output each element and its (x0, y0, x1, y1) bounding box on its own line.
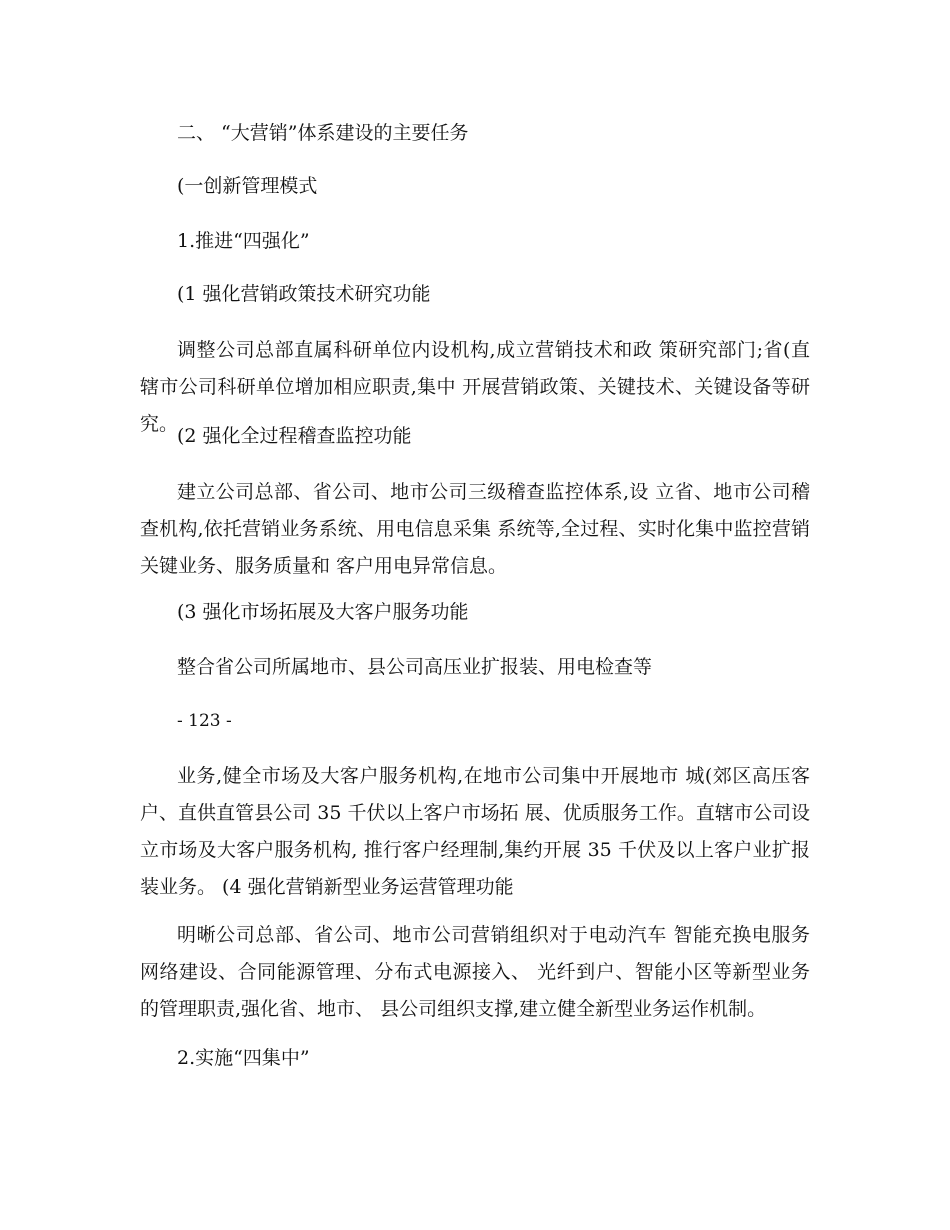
point-heading-1: (1 强化营销政策技术研究功能 (177, 283, 431, 305)
point-body-4: 明晰公司总部、省公司、地市公司营销组织对于电动汽车 智能充换电服务网络建设、合同能源管理、分布式电源接入、 光纤到户、智能小区等新型业务的管理职责,强化省、地市、 县公司组织支撑,建立健全新型业务运作机制。 (140, 924, 810, 1020)
point-body-2: 建立公司总部、省公司、地市公司三级稽查监控体系,设 立省、地市公司稽查机构,依托营销业务系统、用电信息采集 系统等,全过程、实时化集中监控营销关键业务、服务质量和 客户用电异常信息。 (140, 481, 810, 577)
item-heading-1: 1.推进“四强化” (177, 230, 310, 252)
point-heading-2: (2 强化全过程稽查监控功能 (177, 425, 412, 447)
item-heading-2: 2.实施“四集中” (177, 1047, 310, 1069)
point-heading-3: (3 强化市场拓展及大客户服务功能 (177, 601, 469, 623)
point-body-1: 调整公司总部直属科研单位内设机构,成立营销技术和政 策研究部门;省(直辖市公司科研单位增加相应职责,集中 开展营销政策、关键技术、关键设备等研究。 (140, 339, 810, 435)
page-number: - 123 - (177, 711, 232, 731)
section-heading: 二、 “大营销”体系建设的主要任务 (177, 122, 469, 144)
subsection-heading: (一创新管理模式 (177, 175, 318, 197)
point-body-3-part2: 业务,健全市场及大客户服务机构,在地市公司集中开展地市 城(郊区高压客户、直供直管县公司 35 千伏以上客户市场拓 展、优质服务工作。直辖市公司设立市场及大客户服务机构, 推行客户经理制,集约开展 35 千伏及以上客户业扩报装业务。 (4 强化营销新型业务运营管理功能 (140, 765, 810, 898)
point-body-3-part1: 整合省公司所属地市、县公司高压业扩报装、用电检查等 (177, 656, 653, 678)
